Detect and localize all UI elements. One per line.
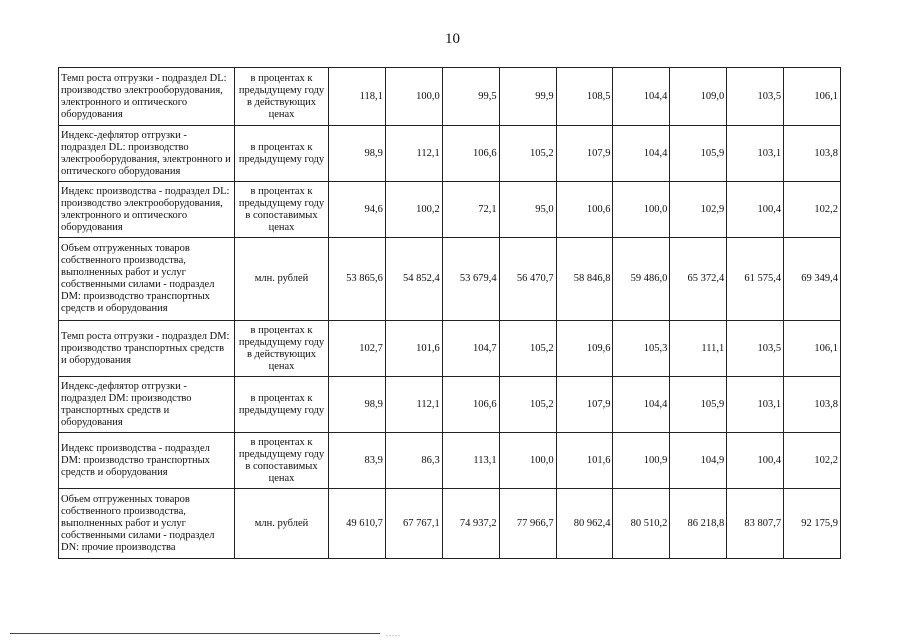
value-cell: 100,2	[385, 182, 442, 238]
value-cell: 109,6	[556, 321, 613, 377]
value-cell: 95,0	[499, 182, 556, 238]
footer-divider	[10, 633, 380, 634]
table-row	[59, 377, 841, 433]
value-cell: 103,5	[727, 321, 784, 377]
value-cell: 83 807,7	[727, 489, 784, 559]
value-cell: 109,0	[670, 68, 727, 126]
value-cell: 98,9	[329, 126, 386, 182]
value-cell: 112,1	[385, 126, 442, 182]
value-cell: 107,9	[556, 377, 613, 433]
value-cell: 105,2	[499, 126, 556, 182]
value-cell: 105,2	[499, 377, 556, 433]
unit-cell: в процентах к предыдущему году в действующих ценах	[235, 321, 329, 377]
value-cell: 100,6	[556, 182, 613, 238]
value-cell: 106,6	[442, 377, 499, 433]
table-row	[59, 182, 841, 238]
value-cell: 80 962,4	[556, 489, 613, 559]
unit-cell: в процентах к предыдущему году	[235, 377, 329, 433]
value-cell: 105,2	[499, 321, 556, 377]
indicator-name: Объем отгруженных товаров собственного производства, выполненных работ и услуг собственными силами - подраздел DN: прочие производства	[59, 489, 235, 559]
value-cell: 77 966,7	[499, 489, 556, 559]
value-cell: 103,8	[784, 126, 841, 182]
value-cell: 103,8	[784, 377, 841, 433]
indicator-name: Индекс-дефлятор отгрузки - подраздел DL: производство электрооборудования, электронного и оптического оборудования	[59, 126, 235, 182]
table-row	[59, 321, 841, 377]
value-cell: 100,0	[499, 433, 556, 489]
indicator-name: Темп роста отгрузки - подраздел DL: производство электрооборудования, электронного и оптического оборудования	[59, 68, 235, 126]
value-cell: 118,1	[329, 68, 386, 126]
value-cell: 69 349,4	[784, 238, 841, 321]
value-cell: 101,6	[385, 321, 442, 377]
value-cell: 106,6	[442, 126, 499, 182]
table-row	[59, 489, 841, 559]
value-cell: 104,4	[613, 126, 670, 182]
value-cell: 102,2	[784, 433, 841, 489]
table-row	[59, 433, 841, 489]
value-cell: 99,5	[442, 68, 499, 126]
unit-cell: в процентах к предыдущему году в сопоставимых ценах	[235, 182, 329, 238]
value-cell: 102,2	[784, 182, 841, 238]
value-cell: 49 610,7	[329, 489, 386, 559]
indicator-name: Индекс производства - подраздел DL: производство электрооборудования, электронного и оптического оборудования	[59, 182, 235, 238]
value-cell: 102,9	[670, 182, 727, 238]
value-cell: 102,7	[329, 321, 386, 377]
value-cell: 103,1	[727, 377, 784, 433]
value-cell: 100,0	[613, 182, 670, 238]
value-cell: 100,0	[385, 68, 442, 126]
value-cell: 105,9	[670, 377, 727, 433]
value-cell: 103,5	[727, 68, 784, 126]
indicator-name: Индекс-дефлятор отгрузки - подраздел DM: производство транспортных средств и оборудования	[59, 377, 235, 433]
value-cell: 83,9	[329, 433, 386, 489]
value-cell: 112,1	[385, 377, 442, 433]
value-cell: 58 846,8	[556, 238, 613, 321]
value-cell: 53 679,4	[442, 238, 499, 321]
table-row	[59, 68, 841, 126]
value-cell: 67 767,1	[385, 489, 442, 559]
value-cell: 104,9	[670, 433, 727, 489]
unit-cell: в процентах к предыдущему году	[235, 126, 329, 182]
value-cell: 103,1	[727, 126, 784, 182]
value-cell: 86,3	[385, 433, 442, 489]
indicator-name: Объем отгруженных товаров собственного производства, выполненных работ и услуг собственными силами - подраздел DM: производство транспортных средств и оборудования	[59, 238, 235, 321]
value-cell: 106,1	[784, 68, 841, 126]
value-cell: 105,3	[613, 321, 670, 377]
value-cell: 107,9	[556, 126, 613, 182]
value-cell: 59 486,0	[613, 238, 670, 321]
value-cell: 98,9	[329, 377, 386, 433]
value-cell: 65 372,4	[670, 238, 727, 321]
value-cell: 72,1	[442, 182, 499, 238]
unit-cell: млн. рублей	[235, 489, 329, 559]
value-cell: 56 470,7	[499, 238, 556, 321]
indicator-name: Темп роста отгрузки - подраздел DM: производство транспортных средств и оборудования	[59, 321, 235, 377]
table-row	[59, 126, 841, 182]
value-cell: 100,9	[613, 433, 670, 489]
value-cell: 61 575,4	[727, 238, 784, 321]
value-cell: 53 865,6	[329, 238, 386, 321]
value-cell: 101,6	[556, 433, 613, 489]
value-cell: 100,4	[727, 182, 784, 238]
value-cell: 54 852,4	[385, 238, 442, 321]
value-cell: 113,1	[442, 433, 499, 489]
value-cell: 104,4	[613, 68, 670, 126]
page-number: 10	[445, 31, 460, 47]
value-cell: 106,1	[784, 321, 841, 377]
unit-cell: в процентах к предыдущему году в действующих ценах	[235, 68, 329, 126]
footer-mark: .....	[386, 629, 401, 638]
value-cell: 86 218,8	[670, 489, 727, 559]
value-cell: 105,9	[670, 126, 727, 182]
table-row	[59, 238, 841, 321]
value-cell: 104,7	[442, 321, 499, 377]
unit-cell: в процентах к предыдущему году в сопоставимых ценах	[235, 433, 329, 489]
indicator-name: Индекс производства - подраздел DM: производство транспортных средств и оборудования	[59, 433, 235, 489]
indicators-table	[58, 67, 841, 559]
value-cell: 99,9	[499, 68, 556, 126]
value-cell: 108,5	[556, 68, 613, 126]
value-cell: 111,1	[670, 321, 727, 377]
value-cell: 80 510,2	[613, 489, 670, 559]
value-cell: 74 937,2	[442, 489, 499, 559]
value-cell: 94,6	[329, 182, 386, 238]
value-cell: 92 175,9	[784, 489, 841, 559]
unit-cell: млн. рублей	[235, 238, 329, 321]
value-cell: 104,4	[613, 377, 670, 433]
value-cell: 100,4	[727, 433, 784, 489]
